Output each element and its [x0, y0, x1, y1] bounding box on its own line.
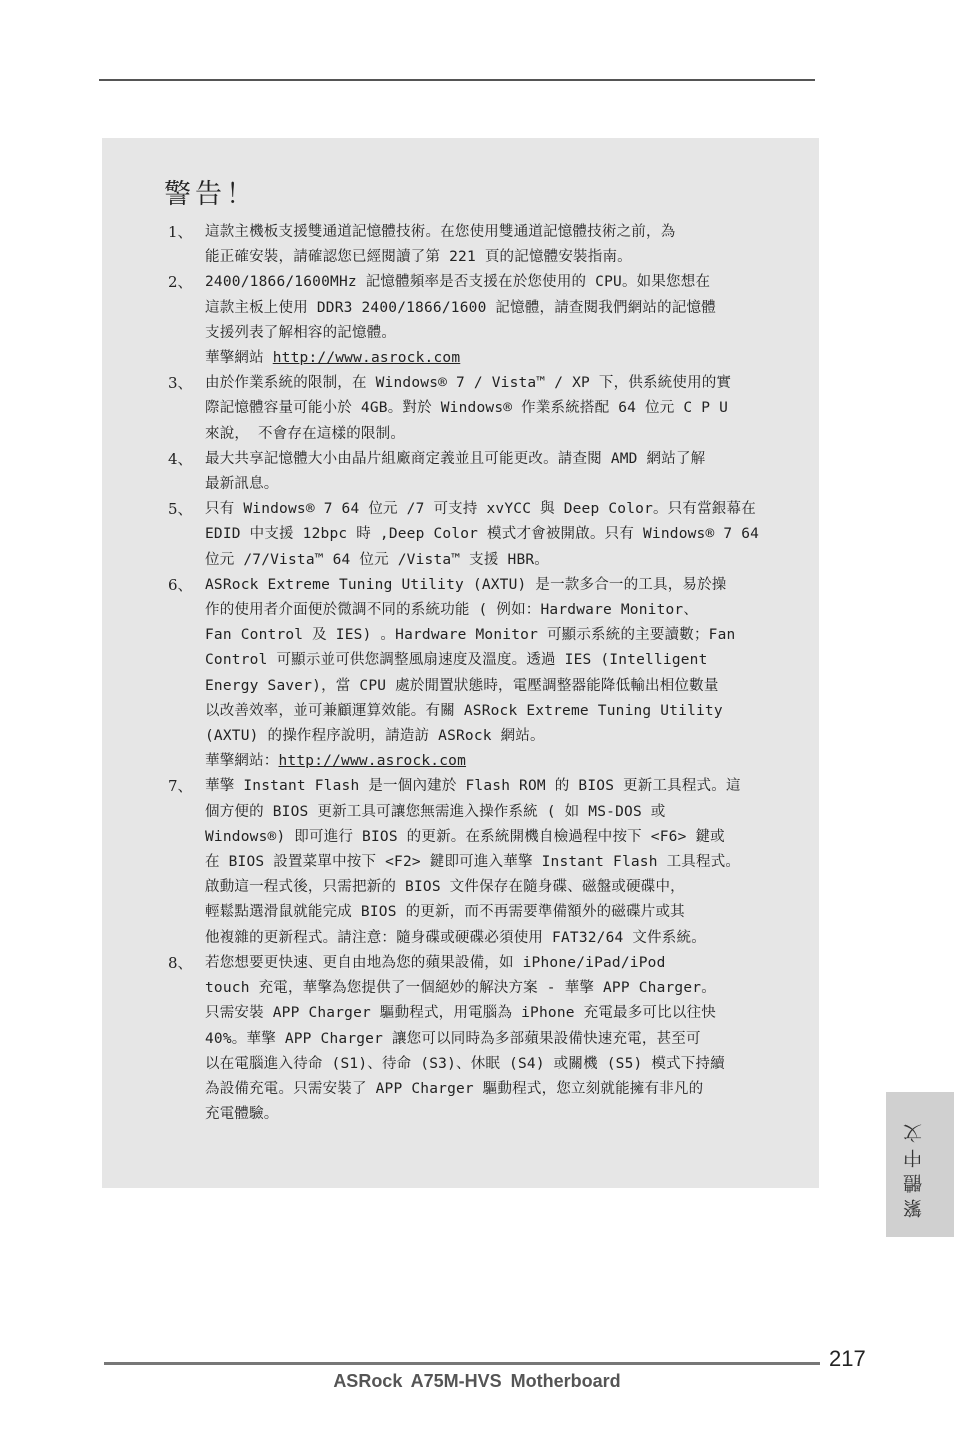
warning-item-line: 際記憶體容量可能小於 4GB。對於 Windows® 作業系統搭配 64 位元 C P U: [205, 400, 729, 417]
warning-item: [168, 371, 758, 447]
warning-item-line: touch 充電，華擎為您提供了一個絕妙的解決方案 - 華擎 APP Charger。: [205, 980, 716, 997]
warning-item-number: 5、: [168, 500, 193, 519]
warning-item: [168, 220, 758, 270]
warning-item-line: 2400/1866/1600MHz 記憶體頻率是否支援在於您使用的 CPU。如果您想在: [205, 274, 711, 291]
language-tab: [886, 1092, 954, 1237]
warning-item-line: 個方便的 BIOS 更新工具可讓您無需進入操作系統 ( 如 MS-DOS 或: [205, 803, 666, 820]
language-tab-label: 繁體中文: [903, 1118, 925, 1218]
warning-item: [168, 497, 758, 573]
warning-item-line: 輕鬆點選滑鼠就能完成 BIOS 的更新，而不再需要準備額外的磁碟片或其: [205, 904, 685, 921]
warning-item-line: 在 BIOS 設置菜單中按下 <F2> 鍵即可進入華擎 Instant Flash 工具程式。: [205, 854, 741, 871]
warning-item-number: 8、: [168, 953, 193, 972]
warning-box: [102, 138, 819, 1188]
warning-item-line[interactable]: 華擎網站 http://www.asrock.com: [205, 350, 461, 367]
warning-item-line: 來說， 不會存在這樣的限制。: [205, 425, 406, 442]
warning-item-line: 這款主板上使用 DDR3 2400/1866/1600 記憶體，請查閱我們網站的記憶體: [205, 299, 716, 316]
bottom-rule: [104, 1362, 820, 1365]
warning-item-line: 他複雜的更新程式。請注意：隨身碟或硬碟必須使用 FAT32/64 文件系統。: [205, 929, 706, 946]
warning-item-line: 40%。華擎 APP Charger 讓您可以同時為多部蘋果設備快速充電，甚至可: [205, 1030, 701, 1047]
warning-item-number: 6、: [168, 575, 193, 594]
warning-item-line: EDID 中支援 12bpc 時 ,Deep Color 模式才會被開啟。只有 Windows® 7 64: [205, 526, 760, 543]
warning-item: [168, 774, 758, 950]
warning-item-line: 位元 /7/Vista™ 64 位元 /Vista™ 支援 HBR。: [205, 551, 550, 568]
warning-item-line: ASRock Extreme Tuning Utility (AXTU) 是一款多合一的工具，易於操: [205, 576, 727, 593]
warning-item-number: 1、: [168, 223, 193, 241]
warning-item-line: 以改善效率，並可兼顧運算效能。有關 ASRock Extreme Tuning Utility: [205, 702, 723, 719]
warning-item-line[interactable]: 華擎網站：http://www.asrock.com: [205, 753, 467, 770]
top-rule: [99, 79, 815, 81]
warning-item-line: 能正確安裝，請確認您已經閱讀了第 221 頁的記憶體安裝指南。: [205, 249, 632, 266]
warning-item-number: 3、: [168, 374, 193, 393]
warning-item-line: Windows®) 即可進行 BIOS 的更新。在系統開機自檢過程中按下 <F6> 鍵或: [205, 828, 725, 845]
warning-item-line: Fan Control 及 IES) 。Hardware Monitor 可顯示系統的主要讀數；Fan: [205, 627, 736, 644]
warning-item: [168, 573, 758, 775]
warning-item-line: 充電體驗。: [205, 1106, 279, 1123]
warning-item-line: (AXTU) 的操作程序說明，請造訪 ASRock 網站。: [205, 728, 545, 745]
warning-item: [168, 447, 758, 497]
warning-item-line: Control 可顯示並可供您調整風扇速度及溫度。透過 IES (Intelligent: [205, 652, 708, 669]
website-link[interactable]: http://www.asrock.com: [278, 753, 467, 770]
warning-list: [168, 220, 758, 1127]
page-number: 217: [829, 1346, 866, 1371]
footer-title: ASRock A75M-HVS Motherboard: [333, 1371, 621, 1391]
warning-item-line: 作的使用者介面便於微調不同的系統功能 ( 例如：Hardware Monitor、: [205, 602, 699, 619]
warning-item-number: 4、: [168, 449, 193, 468]
warning-title: 警告！: [164, 179, 257, 210]
warning-item-line: 華擎 Instant Flash 是一個內建於 Flash ROM 的 BIOS 更新工具程式。這: [205, 778, 741, 795]
warning-item-number: 7、: [168, 777, 193, 796]
warning-item-line: 啟動這一程式後，只需把新的 BIOS 文件保存在隨身碟、磁盤或硬碟中，: [205, 879, 685, 896]
warning-item: [168, 270, 758, 371]
warning-item-number: 2、: [168, 273, 193, 292]
warning-item-line: Energy Saver)，當 CPU 處於閒置狀態時，電壓調整器能降低輸出相位數量: [205, 677, 719, 694]
warning-item-line: 支援列表了解相容的記憶體。: [205, 324, 397, 341]
warning-item-line: 只有 Windows® 7 64 位元 /7 可支持 xvYCC 與 Deep Color。只有當銀幕在: [205, 501, 756, 518]
warning-item-line: 只需安裝 APP Charger 驅動程式，用電腦為 iPhone 充電最多可比以往快: [205, 1005, 716, 1022]
warning-item-line: 若您想要更快速、更自由地為您的蘋果設備，如 iPhone/iPad/iPod: [205, 954, 666, 971]
warning-item-line: 最新訊息。: [205, 476, 279, 493]
warning-item-line: 這款主機板支援雙通道記憶體技術。在您使用雙通道記憶體技術之前，為: [205, 224, 676, 240]
warning-item-line: 由於作業系統的限制，在 Windows® 7 / Vista™ / XP 下，供系統使用的實: [205, 375, 732, 392]
warning-item: [168, 951, 758, 1127]
warning-item-line: 為設備充電。只需安裝了 APP Charger 驅動程式，您立刻就能擁有非凡的: [205, 1080, 704, 1097]
website-link[interactable]: http://www.asrock.com: [272, 350, 461, 367]
warning-item-line: 最大共享記憶體大小由晶片組廠商定義並且可能更改。請查閱 AMD 網站了解: [205, 450, 706, 467]
warning-item-line: 以在電腦進入待命 (S1)、待命 (S3)、休眠 (S4) 或關機 (S5) 模式下持續: [205, 1055, 725, 1072]
